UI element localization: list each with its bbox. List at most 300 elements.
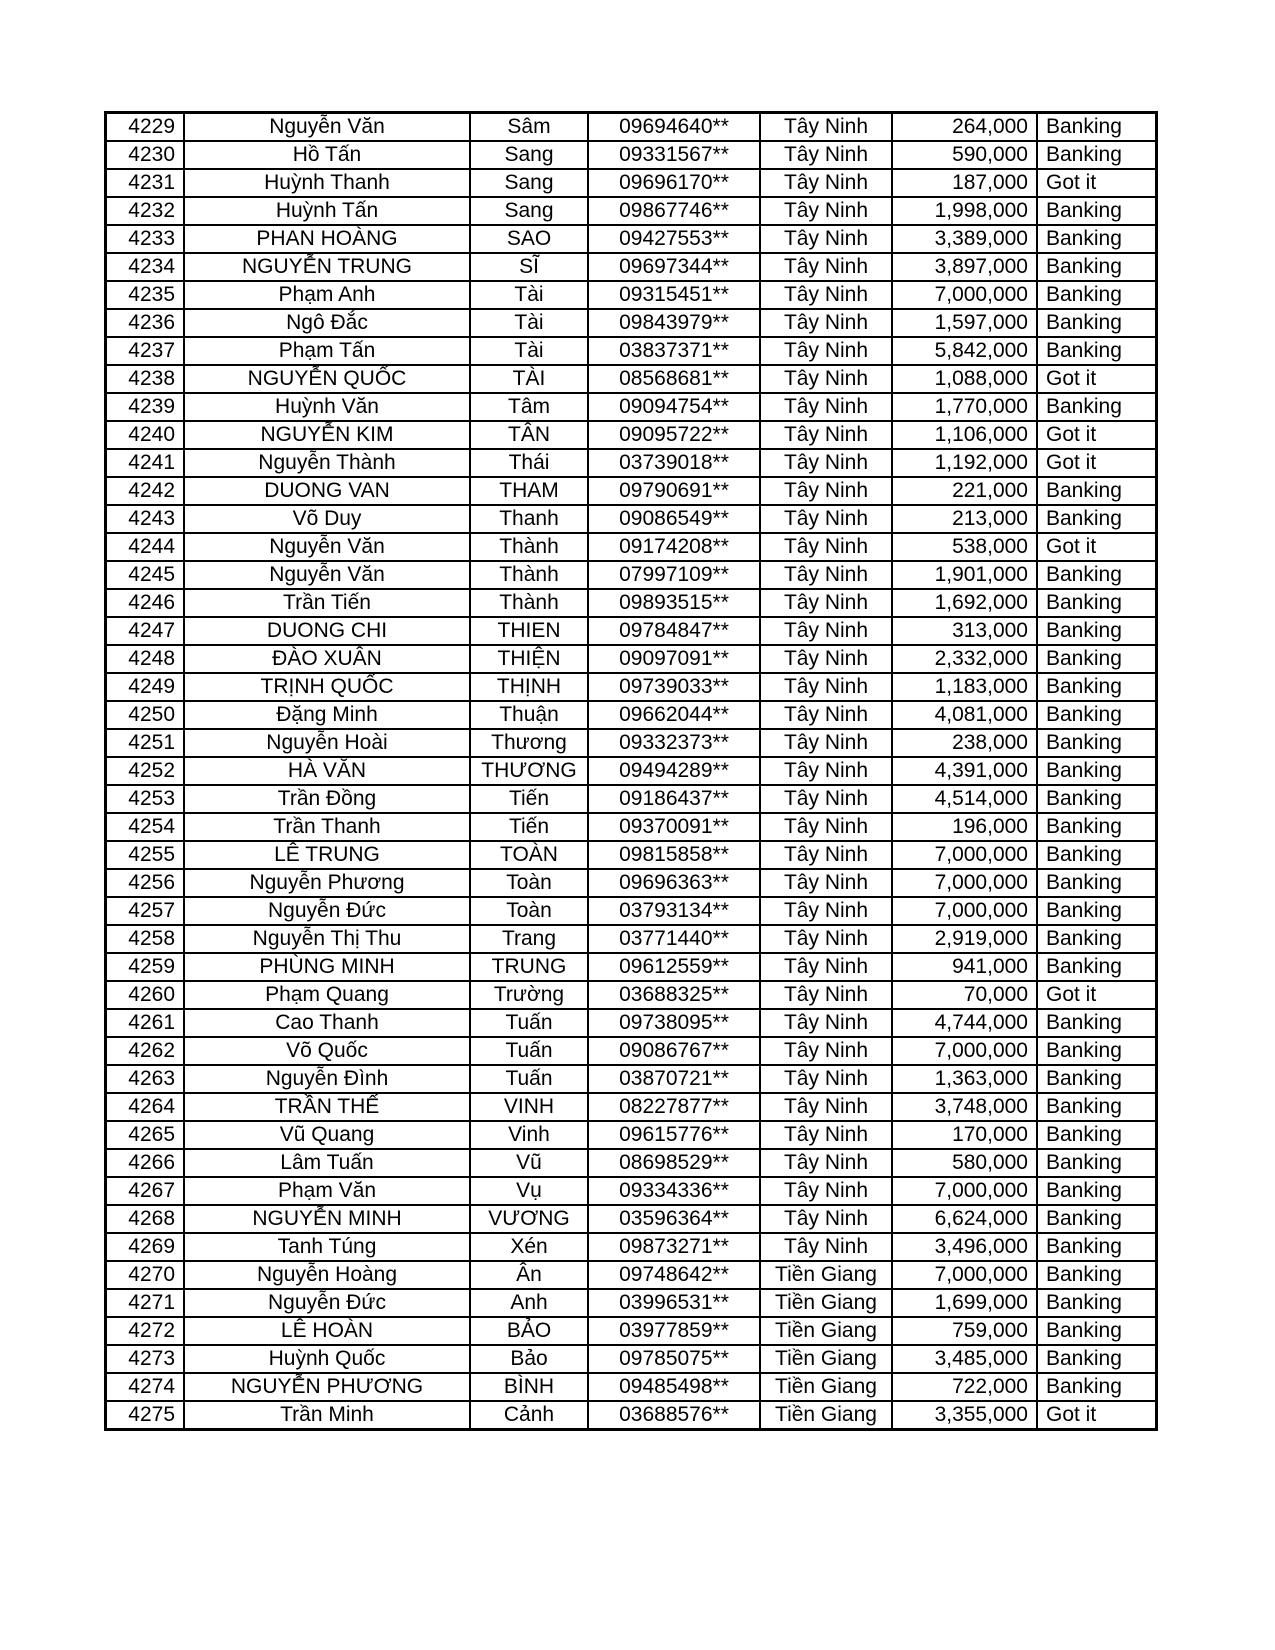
first-name-cell: Thanh (470, 505, 588, 533)
amount-cell: 1,192,000 (892, 449, 1037, 477)
table-row (106, 337, 1157, 365)
amount-cell: 4,391,000 (892, 757, 1037, 785)
row-id-cell: 4233 (106, 225, 185, 253)
last-name-cell: Vũ Quang (184, 1121, 470, 1149)
row-id-cell: 4230 (106, 141, 185, 169)
amount-cell: 1,183,000 (892, 673, 1037, 701)
last-name-cell: Đặng Minh (184, 701, 470, 729)
status-cell: Got it (1037, 533, 1157, 561)
status-cell: Banking (1037, 897, 1157, 925)
phone-cell: 03977859** (588, 1317, 760, 1345)
last-name-cell: Phạm Quang (184, 981, 470, 1009)
province-cell: Tiền Giang (760, 1261, 892, 1289)
row-id-cell: 4273 (106, 1345, 185, 1373)
row-id-cell: 4252 (106, 757, 185, 785)
status-cell: Banking (1037, 505, 1157, 533)
last-name-cell: Trần Đồng (184, 785, 470, 813)
first-name-cell: Cảnh (470, 1401, 588, 1430)
row-id-cell: 4261 (106, 1009, 185, 1037)
first-name-cell: Toàn (470, 869, 588, 897)
table-row (106, 141, 1157, 169)
province-cell: Tây Ninh (760, 1149, 892, 1177)
status-cell: Banking (1037, 869, 1157, 897)
status-cell: Banking (1037, 1121, 1157, 1149)
amount-cell: 7,000,000 (892, 841, 1037, 869)
phone-cell: 09696170** (588, 169, 760, 197)
first-name-cell: Tiến (470, 813, 588, 841)
table-row (106, 421, 1157, 449)
row-id-cell: 4266 (106, 1149, 185, 1177)
table-row (106, 1065, 1157, 1093)
row-id-cell: 4260 (106, 981, 185, 1009)
amount-cell: 264,000 (892, 113, 1037, 142)
table-row (106, 1093, 1157, 1121)
first-name-cell: Vinh (470, 1121, 588, 1149)
amount-cell: 3,496,000 (892, 1233, 1037, 1261)
status-cell: Got it (1037, 1401, 1157, 1430)
last-name-cell: Hồ Tấn (184, 141, 470, 169)
row-id-cell: 4250 (106, 701, 185, 729)
province-cell: Tây Ninh (760, 1177, 892, 1205)
status-cell: Banking (1037, 1317, 1157, 1345)
province-cell: Tây Ninh (760, 1233, 892, 1261)
status-cell: Banking (1037, 785, 1157, 813)
row-id-cell: 4258 (106, 925, 185, 953)
table-row (106, 757, 1157, 785)
last-name-cell: TRỊNH QUỐC (184, 673, 470, 701)
amount-cell: 7,000,000 (892, 897, 1037, 925)
first-name-cell: Thành (470, 561, 588, 589)
province-cell: Tây Ninh (760, 589, 892, 617)
first-name-cell: TÀI (470, 365, 588, 393)
province-cell: Tiền Giang (760, 1317, 892, 1345)
status-cell: Banking (1037, 1177, 1157, 1205)
first-name-cell: THIEN (470, 617, 588, 645)
row-id-cell: 4245 (106, 561, 185, 589)
first-name-cell: TRUNG (470, 953, 588, 981)
province-cell: Tây Ninh (760, 673, 892, 701)
status-cell: Banking (1037, 813, 1157, 841)
table-row (106, 477, 1157, 505)
province-cell: Tây Ninh (760, 1093, 892, 1121)
amount-cell: 6,624,000 (892, 1205, 1037, 1233)
row-id-cell: 4244 (106, 533, 185, 561)
last-name-cell: Huỳnh Tấn (184, 197, 470, 225)
status-cell: Banking (1037, 1373, 1157, 1401)
status-cell: Banking (1037, 953, 1157, 981)
phone-cell: 08227877** (588, 1093, 760, 1121)
table-row (106, 1009, 1157, 1037)
phone-cell: 09815858** (588, 841, 760, 869)
phone-cell: 09739033** (588, 673, 760, 701)
province-cell: Tây Ninh (760, 477, 892, 505)
province-cell: Tây Ninh (760, 813, 892, 841)
amount-cell: 1,901,000 (892, 561, 1037, 589)
row-id-cell: 4259 (106, 953, 185, 981)
table-row (106, 225, 1157, 253)
amount-cell: 7,000,000 (892, 1037, 1037, 1065)
row-id-cell: 4270 (106, 1261, 185, 1289)
phone-cell: 09086549** (588, 505, 760, 533)
status-cell: Banking (1037, 281, 1157, 309)
status-cell: Banking (1037, 225, 1157, 253)
amount-cell: 3,389,000 (892, 225, 1037, 253)
first-name-cell: TOÀN (470, 841, 588, 869)
table-row (106, 309, 1157, 337)
row-id-cell: 4267 (106, 1177, 185, 1205)
row-id-cell: 4254 (106, 813, 185, 841)
amount-cell: 941,000 (892, 953, 1037, 981)
amount-cell: 1,363,000 (892, 1065, 1037, 1093)
amount-cell: 70,000 (892, 981, 1037, 1009)
first-name-cell: Toàn (470, 897, 588, 925)
table-row (106, 1261, 1157, 1289)
row-id-cell: 4251 (106, 729, 185, 757)
row-id-cell: 4271 (106, 1289, 185, 1317)
status-cell: Banking (1037, 1205, 1157, 1233)
phone-cell: 07997109** (588, 561, 760, 589)
last-name-cell: Võ Quốc (184, 1037, 470, 1065)
status-cell: Banking (1037, 197, 1157, 225)
row-id-cell: 4238 (106, 365, 185, 393)
last-name-cell: Nguyễn Văn (184, 533, 470, 561)
amount-cell: 1,597,000 (892, 309, 1037, 337)
table-row (106, 841, 1157, 869)
status-cell: Banking (1037, 645, 1157, 673)
status-cell: Banking (1037, 1065, 1157, 1093)
phone-cell: 08568681** (588, 365, 760, 393)
first-name-cell: Anh (470, 1289, 588, 1317)
first-name-cell: Sâm (470, 113, 588, 142)
status-cell: Banking (1037, 1233, 1157, 1261)
table-row (106, 1149, 1157, 1177)
status-cell: Banking (1037, 841, 1157, 869)
phone-cell: 09893515** (588, 589, 760, 617)
first-name-cell: Tài (470, 337, 588, 365)
province-cell: Tây Ninh (760, 505, 892, 533)
first-name-cell: THƯƠNG (470, 757, 588, 785)
phone-cell: 03688325** (588, 981, 760, 1009)
province-cell: Tây Ninh (760, 197, 892, 225)
table-row (106, 365, 1157, 393)
last-name-cell: DUONG CHI (184, 617, 470, 645)
last-name-cell: Huỳnh Thanh (184, 169, 470, 197)
status-cell: Got it (1037, 981, 1157, 1009)
phone-cell: 09612559** (588, 953, 760, 981)
phone-cell: 09697344** (588, 253, 760, 281)
table-row (106, 869, 1157, 897)
status-cell: Banking (1037, 337, 1157, 365)
last-name-cell: ĐÀO XUÂN (184, 645, 470, 673)
first-name-cell: Sang (470, 169, 588, 197)
row-id-cell: 4262 (106, 1037, 185, 1065)
amount-cell: 2,919,000 (892, 925, 1037, 953)
amount-cell: 4,744,000 (892, 1009, 1037, 1037)
table-row (106, 785, 1157, 813)
row-id-cell: 4242 (106, 477, 185, 505)
first-name-cell: Tuấn (470, 1009, 588, 1037)
last-name-cell: Trần Tiến (184, 589, 470, 617)
amount-cell: 1,998,000 (892, 197, 1037, 225)
first-name-cell: Tuấn (470, 1037, 588, 1065)
status-cell: Banking (1037, 701, 1157, 729)
row-id-cell: 4247 (106, 617, 185, 645)
status-cell: Banking (1037, 309, 1157, 337)
table-row (106, 1205, 1157, 1233)
last-name-cell: NGUYỄN KIM (184, 421, 470, 449)
province-cell: Tây Ninh (760, 141, 892, 169)
table-row (106, 1121, 1157, 1149)
first-name-cell: Trường (470, 981, 588, 1009)
amount-cell: 538,000 (892, 533, 1037, 561)
province-cell: Tây Ninh (760, 841, 892, 869)
amount-cell: 2,332,000 (892, 645, 1037, 673)
table-row (106, 813, 1157, 841)
last-name-cell: TRẦN THẾ (184, 1093, 470, 1121)
last-name-cell: Nguyễn Đức (184, 897, 470, 925)
first-name-cell: Vụ (470, 1177, 588, 1205)
last-name-cell: Nguyễn Thành (184, 449, 470, 477)
table-row (106, 505, 1157, 533)
phone-cell: 09331567** (588, 141, 760, 169)
phone-cell: 09370091** (588, 813, 760, 841)
first-name-cell: Tiến (470, 785, 588, 813)
province-cell: Tiền Giang (760, 1401, 892, 1430)
amount-cell: 5,842,000 (892, 337, 1037, 365)
phone-cell: 09867746** (588, 197, 760, 225)
first-name-cell: Trang (470, 925, 588, 953)
table-row (106, 673, 1157, 701)
phone-cell: 09334336** (588, 1177, 760, 1205)
phone-cell: 03793134** (588, 897, 760, 925)
row-id-cell: 4269 (106, 1233, 185, 1261)
status-cell: Banking (1037, 477, 1157, 505)
amount-cell: 3,485,000 (892, 1345, 1037, 1373)
phone-cell: 09843979** (588, 309, 760, 337)
province-cell: Tiền Giang (760, 1289, 892, 1317)
phone-cell: 09615776** (588, 1121, 760, 1149)
table-row (106, 645, 1157, 673)
amount-cell: 3,748,000 (892, 1093, 1037, 1121)
status-cell: Banking (1037, 393, 1157, 421)
province-cell: Tây Ninh (760, 897, 892, 925)
amount-cell: 187,000 (892, 169, 1037, 197)
last-name-cell: Nguyễn Thị Thu (184, 925, 470, 953)
phone-cell: 09694640** (588, 113, 760, 142)
status-cell: Got it (1037, 449, 1157, 477)
amount-cell: 3,355,000 (892, 1401, 1037, 1430)
phone-cell: 08698529** (588, 1149, 760, 1177)
first-name-cell: THỊNH (470, 673, 588, 701)
table-row (106, 701, 1157, 729)
status-cell: Banking (1037, 1261, 1157, 1289)
table-row (106, 113, 1157, 142)
first-name-cell: Sang (470, 197, 588, 225)
table-row (106, 729, 1157, 757)
amount-cell: 1,088,000 (892, 365, 1037, 393)
first-name-cell: THAM (470, 477, 588, 505)
province-cell: Tiền Giang (760, 1373, 892, 1401)
status-cell: Banking (1037, 1037, 1157, 1065)
table-row (106, 1177, 1157, 1205)
last-name-cell: NGUYỄN TRUNG (184, 253, 470, 281)
last-name-cell: PHÙNG MINH (184, 953, 470, 981)
row-id-cell: 4240 (106, 421, 185, 449)
first-name-cell: Sang (470, 141, 588, 169)
table-row (106, 197, 1157, 225)
last-name-cell: Nguyễn Văn (184, 561, 470, 589)
amount-cell: 7,000,000 (892, 1261, 1037, 1289)
amount-cell: 759,000 (892, 1317, 1037, 1345)
phone-cell: 09494289** (588, 757, 760, 785)
phone-cell: 09427553** (588, 225, 760, 253)
status-cell: Banking (1037, 673, 1157, 701)
province-cell: Tây Ninh (760, 393, 892, 421)
last-name-cell: DUONG VAN (184, 477, 470, 505)
province-cell: Tây Ninh (760, 701, 892, 729)
first-name-cell: SĨ (470, 253, 588, 281)
row-id-cell: 4235 (106, 281, 185, 309)
status-cell: Banking (1037, 757, 1157, 785)
status-cell: Banking (1037, 1345, 1157, 1373)
last-name-cell: NGUYỄN PHƯƠNG (184, 1373, 470, 1401)
row-id-cell: 4232 (106, 197, 185, 225)
phone-cell: 03739018** (588, 449, 760, 477)
last-name-cell: LÊ HOÀN (184, 1317, 470, 1345)
status-cell: Banking (1037, 113, 1157, 142)
amount-cell: 590,000 (892, 141, 1037, 169)
first-name-cell: Thành (470, 589, 588, 617)
province-cell: Tây Ninh (760, 729, 892, 757)
first-name-cell: Ân (470, 1261, 588, 1289)
phone-cell: 03596364** (588, 1205, 760, 1233)
first-name-cell: BẢO (470, 1317, 588, 1345)
table-body (106, 113, 1157, 1430)
status-cell: Got it (1037, 421, 1157, 449)
table-row (106, 169, 1157, 197)
province-cell: Tây Ninh (760, 869, 892, 897)
amount-cell: 7,000,000 (892, 281, 1037, 309)
amount-cell: 1,699,000 (892, 1289, 1037, 1317)
table-row (106, 1233, 1157, 1261)
province-cell: Tây Ninh (760, 169, 892, 197)
province-cell: Tây Ninh (760, 925, 892, 953)
phone-cell: 09485498** (588, 1373, 760, 1401)
first-name-cell: THIỆN (470, 645, 588, 673)
row-id-cell: 4248 (106, 645, 185, 673)
phone-cell: 09186437** (588, 785, 760, 813)
province-cell: Tây Ninh (760, 449, 892, 477)
amount-cell: 7,000,000 (892, 1177, 1037, 1205)
table-row (106, 533, 1157, 561)
phone-cell: 09086767** (588, 1037, 760, 1065)
table-row (106, 1373, 1157, 1401)
status-cell: Banking (1037, 1009, 1157, 1037)
phone-cell: 09748642** (588, 1261, 760, 1289)
amount-cell: 4,514,000 (892, 785, 1037, 813)
last-name-cell: Tanh Túng (184, 1233, 470, 1261)
status-cell: Banking (1037, 729, 1157, 757)
last-name-cell: Nguyễn Hoài (184, 729, 470, 757)
row-id-cell: 4243 (106, 505, 185, 533)
phone-cell: 09332373** (588, 729, 760, 757)
first-name-cell: Vũ (470, 1149, 588, 1177)
row-id-cell: 4249 (106, 673, 185, 701)
row-id-cell: 4234 (106, 253, 185, 281)
status-cell: Banking (1037, 1289, 1157, 1317)
amount-cell: 1,106,000 (892, 421, 1037, 449)
status-cell: Banking (1037, 253, 1157, 281)
table-row (106, 981, 1157, 1009)
province-cell: Tây Ninh (760, 645, 892, 673)
phone-cell: 09094754** (588, 393, 760, 421)
province-cell: Tây Ninh (760, 337, 892, 365)
row-id-cell: 4272 (106, 1317, 185, 1345)
phone-cell: 09315451** (588, 281, 760, 309)
first-name-cell: Xén (470, 1233, 588, 1261)
province-cell: Tây Ninh (760, 1121, 892, 1149)
phone-cell: 09662044** (588, 701, 760, 729)
amount-cell: 1,770,000 (892, 393, 1037, 421)
table-row (106, 1345, 1157, 1373)
first-name-cell: Thành (470, 533, 588, 561)
province-cell: Tây Ninh (760, 421, 892, 449)
table-row (106, 897, 1157, 925)
first-name-cell: Thương (470, 729, 588, 757)
status-cell: Banking (1037, 589, 1157, 617)
phone-cell: 09738095** (588, 1009, 760, 1037)
table-row (106, 561, 1157, 589)
phone-cell: 09095722** (588, 421, 760, 449)
table-row (106, 1037, 1157, 1065)
first-name-cell: SAO (470, 225, 588, 253)
row-id-cell: 4275 (106, 1401, 185, 1430)
last-name-cell: Huỳnh Quốc (184, 1345, 470, 1373)
last-name-cell: Võ Duy (184, 505, 470, 533)
status-cell: Banking (1037, 1149, 1157, 1177)
province-cell: Tây Ninh (760, 253, 892, 281)
table-row (106, 589, 1157, 617)
status-cell: Banking (1037, 1093, 1157, 1121)
province-cell: Tây Ninh (760, 365, 892, 393)
amount-cell: 313,000 (892, 617, 1037, 645)
first-name-cell: Tài (470, 309, 588, 337)
province-cell: Tây Ninh (760, 981, 892, 1009)
row-id-cell: 4231 (106, 169, 185, 197)
last-name-cell: PHAN HOÀNG (184, 225, 470, 253)
phone-cell: 09790691** (588, 477, 760, 505)
last-name-cell: Phạm Văn (184, 1177, 470, 1205)
row-id-cell: 4264 (106, 1093, 185, 1121)
province-cell: Tây Ninh (760, 1037, 892, 1065)
first-name-cell: Tài (470, 281, 588, 309)
first-name-cell: VƯƠNG (470, 1205, 588, 1233)
row-id-cell: 4268 (106, 1205, 185, 1233)
first-name-cell: Tuấn (470, 1065, 588, 1093)
last-name-cell: HÀ VĂN (184, 757, 470, 785)
first-name-cell: Tâm (470, 393, 588, 421)
table-row (106, 393, 1157, 421)
table-row (106, 1317, 1157, 1345)
amount-cell: 170,000 (892, 1121, 1037, 1149)
table-row (106, 281, 1157, 309)
first-name-cell: Thuận (470, 701, 588, 729)
status-cell: Got it (1037, 365, 1157, 393)
first-name-cell: VINH (470, 1093, 588, 1121)
table-row (106, 925, 1157, 953)
province-cell: Tây Ninh (760, 757, 892, 785)
last-name-cell: Phạm Tấn (184, 337, 470, 365)
